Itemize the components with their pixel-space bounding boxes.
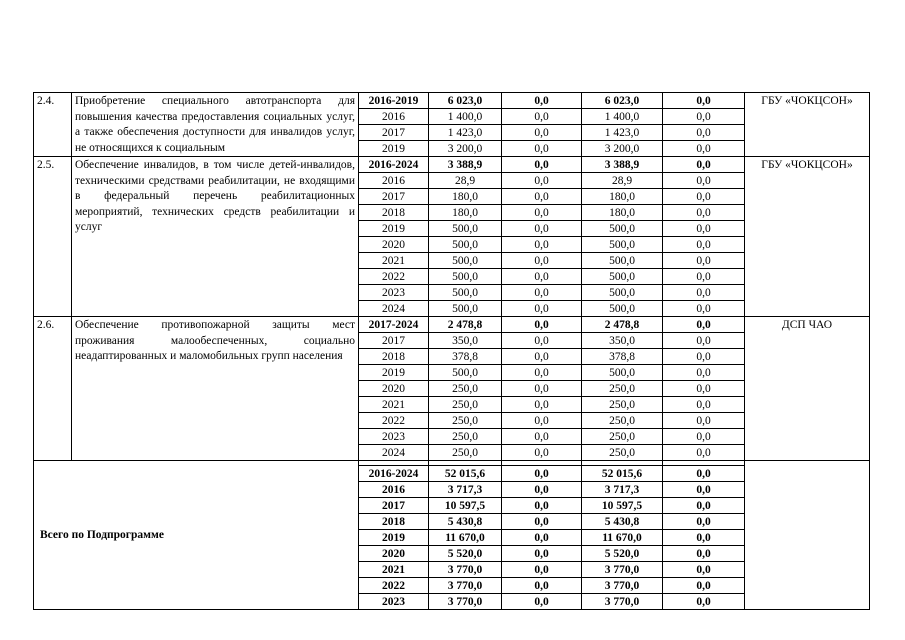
federal-cell: 0,0 (502, 349, 582, 365)
year-cell: 2019 (359, 141, 429, 157)
item-number: 2.4. (34, 93, 72, 157)
federal-cell: 0,0 (502, 189, 582, 205)
total-cell: 500,0 (429, 301, 502, 317)
year-cell: 2022 (359, 269, 429, 285)
other-cell: 0,0 (663, 253, 745, 269)
federal-cell: 0,0 (502, 514, 582, 530)
total-cell: 52 015,6 (429, 466, 502, 482)
regional-cell: 28,9 (582, 173, 663, 189)
other-cell: 0,0 (663, 141, 745, 157)
year-cell: 2018 (359, 205, 429, 221)
federal-cell: 0,0 (502, 317, 582, 333)
regional-cell: 3 770,0 (582, 562, 663, 578)
year-cell: 2021 (359, 562, 429, 578)
other-cell: 0,0 (663, 237, 745, 253)
other-cell: 0,0 (663, 482, 745, 498)
year-cell: 2019 (359, 221, 429, 237)
other-cell: 0,0 (663, 317, 745, 333)
total-cell: 500,0 (429, 365, 502, 381)
federal-cell: 0,0 (502, 530, 582, 546)
federal-cell: 0,0 (502, 221, 582, 237)
other-cell: 0,0 (663, 205, 745, 221)
regional-cell: 250,0 (582, 445, 663, 461)
other-cell: 0,0 (663, 365, 745, 381)
executor-cell: ГБУ «ЧОКЦСОН» (745, 157, 870, 317)
federal-cell: 0,0 (502, 562, 582, 578)
year-cell: 2017 (359, 498, 429, 514)
federal-cell: 0,0 (502, 157, 582, 173)
other-cell: 0,0 (663, 333, 745, 349)
total-cell: 500,0 (429, 285, 502, 301)
year-cell: 2017 (359, 189, 429, 205)
total-cell: 3 717,3 (429, 482, 502, 498)
budget-table (33, 92, 870, 610)
federal-cell: 0,0 (502, 173, 582, 189)
year-cell: 2021 (359, 253, 429, 269)
federal-cell: 0,0 (502, 466, 582, 482)
federal-cell: 0,0 (502, 301, 582, 317)
year-cell: 2024 (359, 301, 429, 317)
total-cell: 10 597,5 (429, 498, 502, 514)
federal-cell: 0,0 (502, 397, 582, 413)
total-cell: 3 770,0 (429, 562, 502, 578)
total-cell: 3 770,0 (429, 594, 502, 610)
federal-cell: 0,0 (502, 333, 582, 349)
other-cell: 0,0 (663, 157, 745, 173)
regional-cell: 500,0 (582, 365, 663, 381)
total-cell: 250,0 (429, 413, 502, 429)
year-cell: 2016-2024 (359, 466, 429, 482)
regional-cell: 52 015,6 (582, 466, 663, 482)
total-cell: 180,0 (429, 189, 502, 205)
other-cell: 0,0 (663, 397, 745, 413)
regional-cell: 500,0 (582, 269, 663, 285)
other-cell: 0,0 (663, 514, 745, 530)
regional-cell: 3 200,0 (582, 141, 663, 157)
year-cell: 2018 (359, 514, 429, 530)
federal-cell: 0,0 (502, 578, 582, 594)
other-cell: 0,0 (663, 301, 745, 317)
table-row (34, 157, 870, 173)
federal-cell: 0,0 (502, 429, 582, 445)
regional-cell: 2 478,8 (582, 317, 663, 333)
regional-cell: 250,0 (582, 381, 663, 397)
year-cell: 2017 (359, 125, 429, 141)
year-cell: 2023 (359, 429, 429, 445)
federal-cell: 0,0 (502, 381, 582, 397)
regional-cell: 180,0 (582, 189, 663, 205)
year-cell: 2021 (359, 397, 429, 413)
year-cell: 2023 (359, 594, 429, 610)
regional-cell: 10 597,5 (582, 498, 663, 514)
federal-cell: 0,0 (502, 237, 582, 253)
year-cell: 2016 (359, 173, 429, 189)
federal-cell: 0,0 (502, 285, 582, 301)
executor-cell: ГБУ «ЧОКЦСОН» (745, 93, 870, 157)
year-cell: 2022 (359, 413, 429, 429)
regional-cell: 500,0 (582, 285, 663, 301)
year-cell: 2017-2024 (359, 317, 429, 333)
total-cell: 11 670,0 (429, 530, 502, 546)
other-cell: 0,0 (663, 445, 745, 461)
total-cell: 500,0 (429, 237, 502, 253)
year-cell: 2024 (359, 445, 429, 461)
federal-cell: 0,0 (502, 93, 582, 109)
other-cell: 0,0 (663, 594, 745, 610)
total-label: Всего по Подпрограмме (34, 461, 359, 610)
other-cell: 0,0 (663, 269, 745, 285)
regional-cell: 3 388,9 (582, 157, 663, 173)
federal-cell: 0,0 (502, 125, 582, 141)
total-cell: 350,0 (429, 333, 502, 349)
regional-cell: 6 023,0 (582, 93, 663, 109)
regional-cell: 3 770,0 (582, 594, 663, 610)
regional-cell: 3 717,3 (582, 482, 663, 498)
year-cell: 2022 (359, 578, 429, 594)
item-description: Приобретение специального автотранспорта для повышения качества предоставления социальных услуг, а также обеспечения доступности для инвалидов услуг, не относящихся к социальным (72, 93, 359, 157)
regional-cell: 5 520,0 (582, 546, 663, 562)
executor-cell (745, 461, 870, 610)
year-cell: 2016-2019 (359, 93, 429, 109)
other-cell: 0,0 (663, 413, 745, 429)
regional-cell: 378,8 (582, 349, 663, 365)
total-cell: 180,0 (429, 205, 502, 221)
federal-cell: 0,0 (502, 546, 582, 562)
federal-cell: 0,0 (502, 498, 582, 514)
other-cell: 0,0 (663, 285, 745, 301)
other-cell: 0,0 (663, 125, 745, 141)
other-cell: 0,0 (663, 173, 745, 189)
total-cell: 5 520,0 (429, 546, 502, 562)
item-description: Обеспечение инвалидов, в том числе детей-инвалидов, техническими средствами реабилитации, не входящими в федеральный перечень реабилитационных мероприятий, технических средств реабилитации и услуг (72, 157, 359, 317)
total-cell: 250,0 (429, 381, 502, 397)
total-cell: 2 478,8 (429, 317, 502, 333)
other-cell: 0,0 (663, 562, 745, 578)
federal-cell: 0,0 (502, 445, 582, 461)
other-cell: 0,0 (663, 498, 745, 514)
year-cell: 2019 (359, 365, 429, 381)
regional-cell: 180,0 (582, 205, 663, 221)
item-number: 2.6. (34, 317, 72, 461)
federal-cell: 0,0 (502, 413, 582, 429)
other-cell: 0,0 (663, 189, 745, 205)
total-cell: 250,0 (429, 429, 502, 445)
regional-cell: 3 770,0 (582, 578, 663, 594)
regional-cell: 500,0 (582, 253, 663, 269)
year-cell: 2023 (359, 285, 429, 301)
regional-cell: 350,0 (582, 333, 663, 349)
total-cell: 1 423,0 (429, 125, 502, 141)
total-cell: 500,0 (429, 221, 502, 237)
regional-cell: 250,0 (582, 413, 663, 429)
regional-cell: 250,0 (582, 397, 663, 413)
other-cell: 0,0 (663, 578, 745, 594)
other-cell: 0,0 (663, 349, 745, 365)
other-cell: 0,0 (663, 429, 745, 445)
total-cell: 500,0 (429, 253, 502, 269)
other-cell: 0,0 (663, 466, 745, 482)
total-cell: 5 430,8 (429, 514, 502, 530)
regional-cell: 250,0 (582, 429, 663, 445)
year-cell: 2020 (359, 237, 429, 253)
total-cell: 1 400,0 (429, 109, 502, 125)
other-cell: 0,0 (663, 381, 745, 397)
year-cell: 2018 (359, 349, 429, 365)
item-description: Обеспечение противопожарной защиты мест проживания малообеспеченных, социально неадаптированных и маломобильных групп населения (72, 317, 359, 461)
regional-cell: 5 430,8 (582, 514, 663, 530)
year-cell: 2016 (359, 109, 429, 125)
total-cell: 500,0 (429, 269, 502, 285)
federal-cell: 0,0 (502, 109, 582, 125)
total-cell: 378,8 (429, 349, 502, 365)
table-row (34, 317, 870, 333)
year-cell: 2016-2024 (359, 157, 429, 173)
federal-cell: 0,0 (502, 269, 582, 285)
regional-cell: 1 423,0 (582, 125, 663, 141)
other-cell: 0,0 (663, 221, 745, 237)
regional-cell: 500,0 (582, 301, 663, 317)
federal-cell: 0,0 (502, 253, 582, 269)
federal-cell: 0,0 (502, 365, 582, 381)
year-cell: 2020 (359, 546, 429, 562)
other-cell: 0,0 (663, 546, 745, 562)
total-cell: 28,9 (429, 173, 502, 189)
regional-cell: 1 400,0 (582, 109, 663, 125)
total-cell: 250,0 (429, 445, 502, 461)
regional-cell: 500,0 (582, 221, 663, 237)
federal-cell: 0,0 (502, 594, 582, 610)
regional-cell: 11 670,0 (582, 530, 663, 546)
other-cell: 0,0 (663, 530, 745, 546)
item-number: 2.5. (34, 157, 72, 317)
year-cell: 2019 (359, 530, 429, 546)
federal-cell: 0,0 (502, 141, 582, 157)
total-cell: 3 200,0 (429, 141, 502, 157)
year-cell: 2017 (359, 333, 429, 349)
federal-cell: 0,0 (502, 205, 582, 221)
year-cell: 2020 (359, 381, 429, 397)
total-cell: 6 023,0 (429, 93, 502, 109)
federal-cell: 0,0 (502, 482, 582, 498)
regional-cell: 500,0 (582, 237, 663, 253)
other-cell: 0,0 (663, 109, 745, 125)
table-body (34, 93, 870, 610)
year-cell: 2016 (359, 482, 429, 498)
executor-cell: ДСП ЧАО (745, 317, 870, 461)
total-cell: 250,0 (429, 397, 502, 413)
total-cell: 3 388,9 (429, 157, 502, 173)
table-row (34, 93, 870, 109)
other-cell: 0,0 (663, 93, 745, 109)
total-cell: 3 770,0 (429, 578, 502, 594)
